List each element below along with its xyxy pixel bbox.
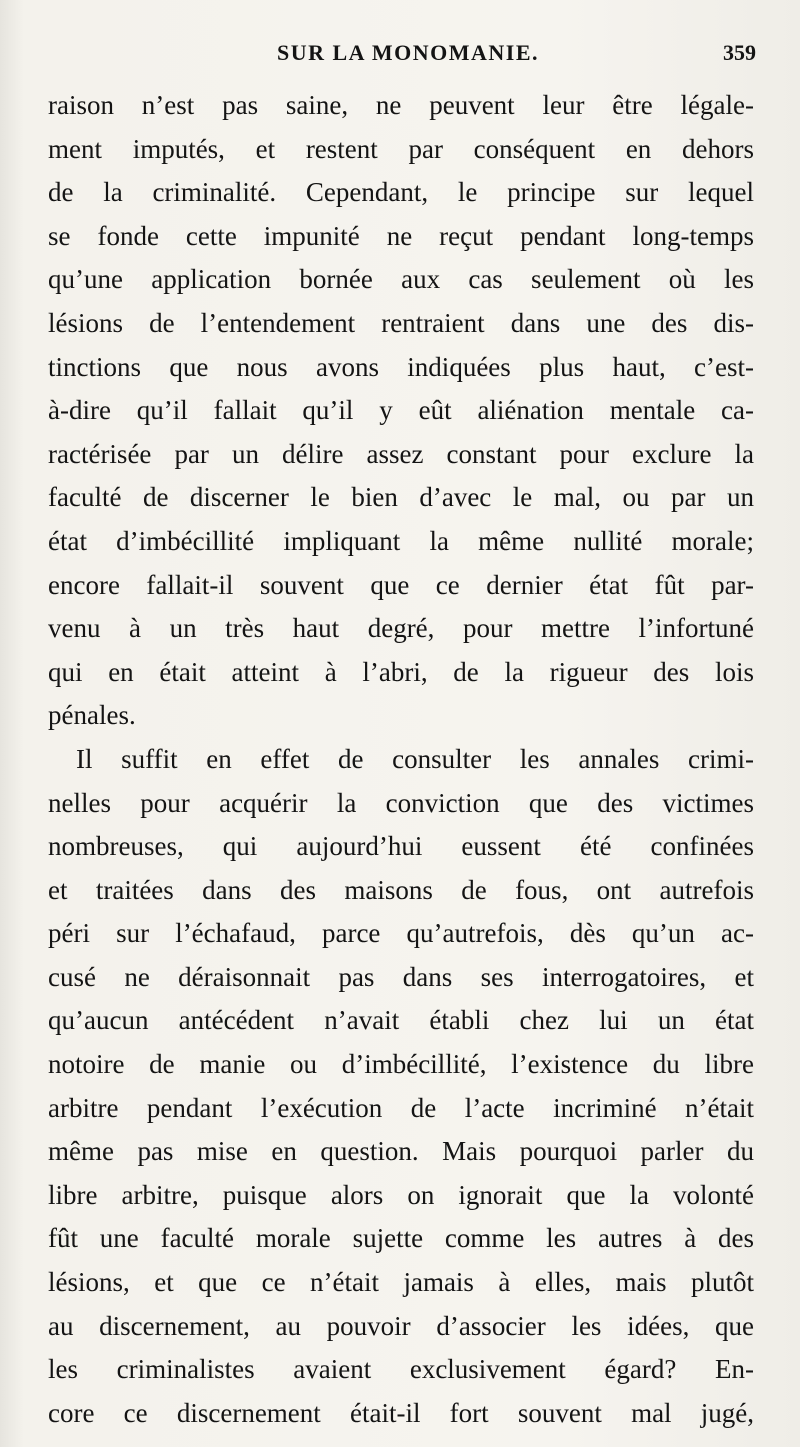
page-number: 359 xyxy=(723,40,756,65)
text-line: tinctions que nous avons indiquées plus haut, c’est- xyxy=(48,351,754,382)
text-line: même pas mise en question. Mais pourquoi parler du xyxy=(48,1136,754,1167)
text-line: péri sur l’échafaud, parce qu’autrefois, dès qu’un ac- xyxy=(48,918,754,949)
text-line: et traitées dans des maisons de fous, ont autrefois xyxy=(48,874,754,905)
text-line: de la criminalité. Cependant, le principe sur lequel xyxy=(48,177,754,208)
paragraph-end-line: pénales. xyxy=(48,700,136,731)
text-line: venu à un très haut degré, pour mettre l’infortuné xyxy=(48,613,754,644)
text-line: qu’aucun antécédent n’avait établi chez lui un état xyxy=(48,1005,754,1036)
text-line: core ce discernement était-il fort souvent mal jugé, xyxy=(48,1397,754,1428)
text-line: état d’imbécillité impliquant la même nullité morale; xyxy=(48,525,754,556)
text-line: lésions de l’entendement rentraient dans une des dis- xyxy=(48,307,754,338)
text-line: au discernement, au pouvoir d’associer les idées, que xyxy=(48,1310,754,1341)
text-line: ment imputés, et restent par conséquent en dehors xyxy=(48,133,754,164)
text-line: encore fallait-il souvent que ce dernier état fût par- xyxy=(48,569,754,600)
text-line: à-dire qu’il fallait qu’il y eût aliénation mentale ca- xyxy=(48,395,754,426)
text-line: qu’une application bornée aux cas seulement où les xyxy=(48,264,754,295)
text-line: notoire de manie ou d’imbécillité, l’existence du libre xyxy=(48,1049,754,1080)
text-line: se fonde cette impunité ne reçut pendant long-temps xyxy=(48,220,754,251)
text-line: libre arbitre, puisque alors on ignorait que la volonté xyxy=(48,1179,754,1210)
text-line: fût une faculté morale sujette comme les autres à des xyxy=(48,1223,754,1254)
text-line: qui en était atteint à l’abri, de la rigueur des lois xyxy=(48,656,754,687)
text-line: cusé ne déraisonnait pas dans ses interrogatoires, et xyxy=(48,961,754,992)
text-line: faculté de discerner le bien d’avec le mal, ou par un xyxy=(48,482,754,513)
text-line: raison n’est pas saine, ne peuvent leur être légale- xyxy=(48,90,754,120)
paragraph-start-line: Il suffit en effet de consulter les annales crimi- xyxy=(76,743,754,774)
page-header xyxy=(48,40,768,80)
text-line: les criminalistes avaient exclusivement égard? En- xyxy=(48,1354,754,1385)
body-text xyxy=(48,84,754,1435)
running-title: SUR LA MONOMANIE. xyxy=(276,40,539,65)
text-line: arbitre pendant l’exécution de l’acte incriminé n’était xyxy=(48,1092,754,1123)
text-line: nombreuses, qui aujourd’hui eussent été confinées xyxy=(48,831,754,862)
text-line: lésions, et que ce n’était jamais à elles, mais plutôt xyxy=(48,1267,754,1298)
text-line: nelles pour acquérir la conviction que des victimes xyxy=(48,787,754,818)
text-line: ractérisée par un délire assez constant pour exclure la xyxy=(48,438,754,469)
